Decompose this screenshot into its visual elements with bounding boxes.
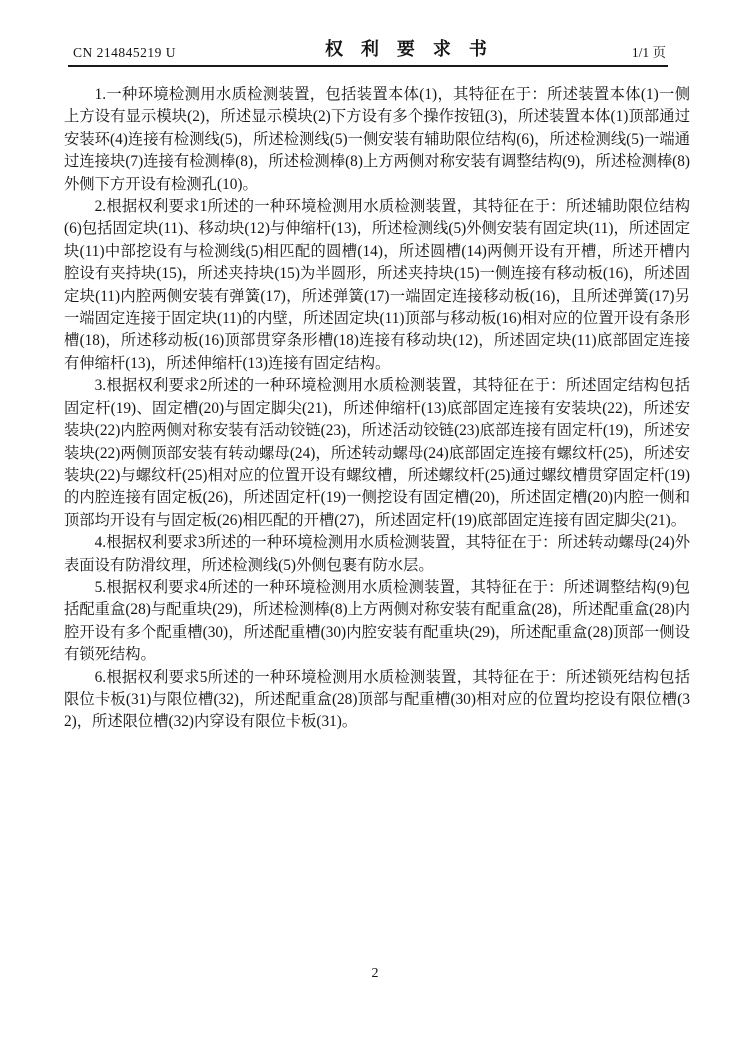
claim-paragraph-5: 5.根据权利要求4所述的一种环境检测用水质检测装置，其特征在于：所述调整结构(9)包括配重盒(28)与配重块(29)，所述检测棒(8)上方两侧对称安装有配重盒(28)，所述配重盒(28)内腔开设有多个配重槽(30)，所述配重槽(30)内腔安装有配重块(29)，所述配重盒(28)顶部一侧设有锁死结构。 [64, 578, 690, 664]
claim-paragraph-3: 3.根据权利要求2所述的一种环境检测用水质检测装置，其特征在于：所述固定结构包括固定杆(19)、固定槽(20)与固定脚尖(21)，所述伸缩杆(13)底部固定连接有安装块(22)，所述安装块(22)内腔两侧对称安装有活动铰链(23)，所述活动铰链(23)底部连接有固定杆(19)，所述安装块(22)两侧顶部安装有转动螺母(24)，所述转动螺母(24)底部固定连接有螺纹杆(25)，所述安装块(22)与螺纹杆(25)相对应的位置开设有螺纹槽，所述螺纹杆(25)通过螺纹槽贯穿固定杆(19)的内腔连接有固定板(26)，所述固定杆(19)一侧挖设有固定槽(20)，所述固定槽(20)内腔一侧和顶部均开设有与固定板(26)相匹配的开槽(27)，所述固定杆(19)底部固定连接有固定脚尖(21)。 [64, 377, 690, 529]
page-footer [0, 966, 750, 982]
page-number: 2 [371, 966, 379, 981]
claims-body [64, 84, 690, 734]
page-indicator: 1/1 页 [631, 45, 666, 60]
claim-paragraph-1: 1.一种环境检测用水质检测装置，包括装置本体(1)，其特征在于：所述装置本体(1)一侧上方设有显示模块(2)，所述显示模块(2)下方设有多个操作按钮(3)，所述装置本体(1)顶部通过安装环(4)连接有检测线(5)，所述检测线(5)一侧安装有辅助限位结构(6)，所述检测线(5)一端通过连接块(7)连接有检测棒(8)，所述检测棒(8)上方两侧对称安装有调整结构(9)，所述检测棒(8)外侧下方开设有检测孔(10)。 [64, 86, 690, 193]
page-header [68, 40, 668, 67]
claim-paragraph-6: 6.根据权利要求5所述的一种环境检测用水质检测装置，其特征在于：所述锁死结构包括限位卡板(31)与限位槽(32)，所述配重盒(28)顶部与配重槽(30)相对应的位置均挖设有限位槽(32)，所述限位槽(32)内穿设有限位卡板(31)。 [64, 668, 690, 731]
claim-paragraph-2: 2.根据权利要求1所述的一种环境检测用水质检测装置，其特征在于：所述辅助限位结构(6)包括固定块(11)、移动块(12)与伸缩杆(13)，所述检测线(5)外侧安装有固定块(11)，所述固定块(11)中部挖设有与检测线(5)相匹配的圆槽(14)，所述圆槽(14)两侧开设有开槽，所述开槽内腔设有夹持块(15)，所述夹持块(15)为半圆形，所述夹持块(15)一侧连接有移动板(16)，所述固定块(11)内腔两侧安装有弹簧(17)，所述弹簧(17)一端固定连接移动板(16)，且所述弹簧(17)另一端固定连接于固定块(11)的内壁，所述固定块(11)顶部与移动板(16)相对应的位置开设有条形槽(18)，所述移动板(16)顶部贯穿条形槽(18)连接有移动块(12)，所述固定块(11)底部固定连接有伸缩杆(13)，所述伸缩杆(13)连接有固定结构。 [64, 198, 691, 372]
document-title: 权利要求书 [324, 39, 505, 59]
publication-number: CN 214845219 U [73, 45, 177, 60]
claim-paragraph-4: 4.根据权利要求3所述的一种环境检测用水质检测装置，其特征在于：所述转动螺母(24)外表面设有防滑纹理，所述检测线(5)外侧包裹有防水层。 [64, 534, 690, 574]
